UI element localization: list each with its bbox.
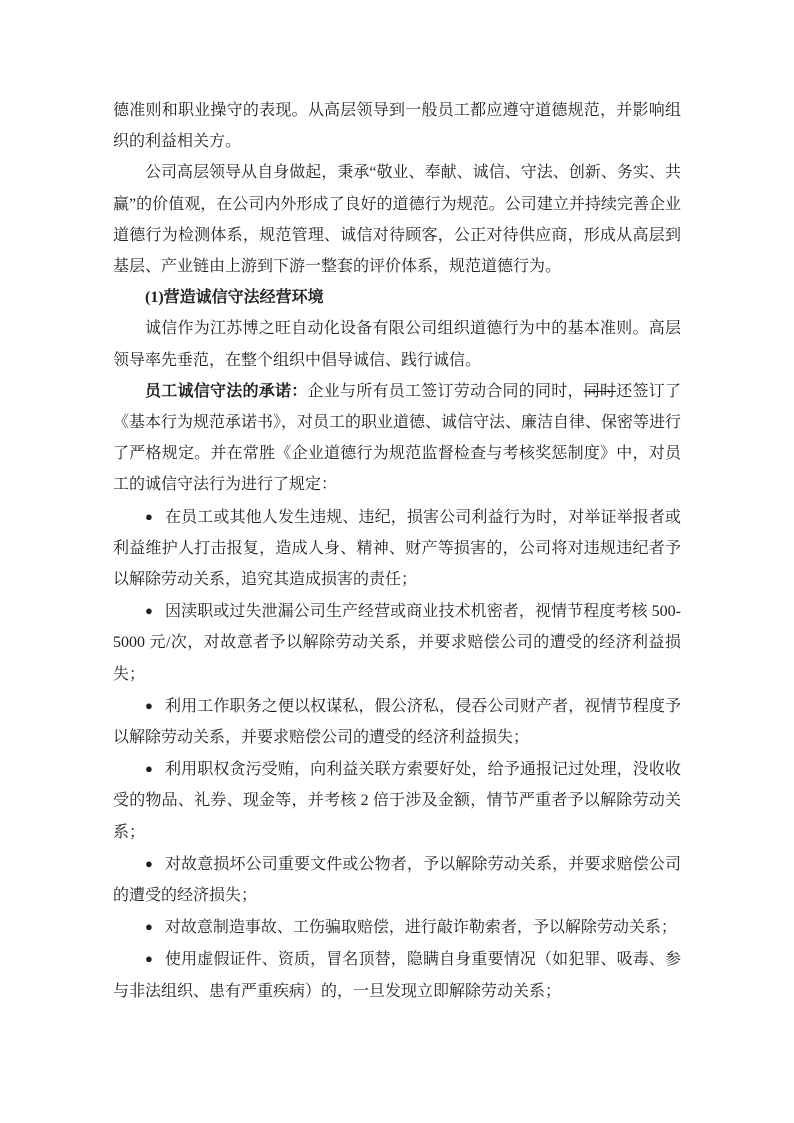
- text-run: 德准则和职业操守的表现。从高层领导到一般员工都应遵守道德规范，并影响组织的利益相关方。: [113, 102, 681, 151]
- paragraph: [113, 313, 681, 375]
- bullet-item: [113, 501, 681, 596]
- bullet-item: [113, 943, 681, 1006]
- text-run: 诚信作为江苏博之旺自动化设备有限公司组织道德行为中的基本准则。高层领导率先垂范，在整个组织中倡导诚信、践行诚信。: [113, 320, 681, 369]
- bullet-marker-icon: ●: [145, 761, 153, 777]
- bullet-item: [113, 690, 681, 753]
- text-run: 在员工或其他人发生违规、违纪，损害公司利益行为时，对举证举报者或利益维护人打击报复，造成人身、精神、财产等损害的，公司将对违规违纪者予以解除劳动关系，追究其造成损害的责任；: [113, 508, 681, 589]
- bullet-marker-icon: ●: [145, 697, 153, 713]
- text-run: 对故意损坏公司重要文件或公物者，予以解除劳动关系，并要求赔偿公司的遭受的经济损失；: [113, 855, 681, 905]
- text-run: 对故意制造事故、工伤骗取赔偿，进行敲诈勒索者，予以解除劳动关系；: [164, 919, 677, 937]
- text-run: 同时: [583, 382, 617, 400]
- text-run: 因渎职或过失泄漏公司生产经营或商业技术机密者，视情节程度考核 500-5000 元/次，对故意者予以解除劳动关系，并要求赔偿公司的遭受的经济利益损失；: [113, 603, 681, 683]
- bullet-marker-icon: ●: [145, 855, 153, 871]
- bullet-item: [113, 911, 681, 943]
- bullet-item: [113, 848, 681, 911]
- section-heading: [113, 282, 681, 313]
- text-run: 使用虚假证件、资质，冒名顶替，隐瞒自身重要情况（如犯罪、吸毒、参与非法组织、患有严重疾病）的，一旦发现立即解除劳动关系；: [113, 951, 681, 1000]
- bullet-marker-icon: ●: [145, 603, 153, 619]
- paragraph: [113, 157, 681, 282]
- paragraph: [113, 376, 681, 501]
- paragraph: [113, 95, 681, 157]
- text-run: 利用工作职务之便以权谋私，假公济私，侵吞公司财产者，视情节程度予以解除劳动关系，并要求赔偿公司的遭受的经济利益损失；: [113, 697, 681, 747]
- text-run: (1)营造诚信守法经营环境: [145, 289, 324, 307]
- text-run: 利用职权贪污受贿，向利益关联方索要好处，给予通报记过处理，没收收受的物品、礼券、现金等，并考核 2 倍于涉及金额，情节严重者予以解除劳动关系；: [113, 761, 681, 841]
- text-run: 公司高层领导从自身做起，秉承“敬业、奉献、诚信、守法、创新、务实、共赢”的价值观，在公司内外形成了良好的道德行为规范。公司建立并持续完善企业道德行为检测体系，规范管理、诚信对待顾客，公正对待供应商，形成从高层到基层、产业链由上游到下游一整套的评价体系，规范道德行为。: [113, 164, 681, 276]
- text-run: 企业与所有员工签订劳动合同的同时，: [307, 382, 584, 400]
- bullet-marker-icon: ●: [145, 951, 153, 967]
- bullet-marker-icon: ●: [145, 508, 153, 524]
- document-body: [113, 95, 681, 1007]
- bullet-marker-icon: ●: [145, 919, 153, 935]
- bullet-item: [113, 595, 681, 690]
- text-run: 还签订了《基本行为规范承诺书》，对员工的职业道德、诚信守法、廉洁自律、保密等进行了严格规定。并在常胜《企业道德行为规范监督检查与考核奖惩制度》中，对员工的诚信守法行为进行了规定：: [113, 382, 682, 494]
- text-run: 员工诚信守法的承诺：: [145, 382, 308, 400]
- bullet-item: [113, 753, 681, 848]
